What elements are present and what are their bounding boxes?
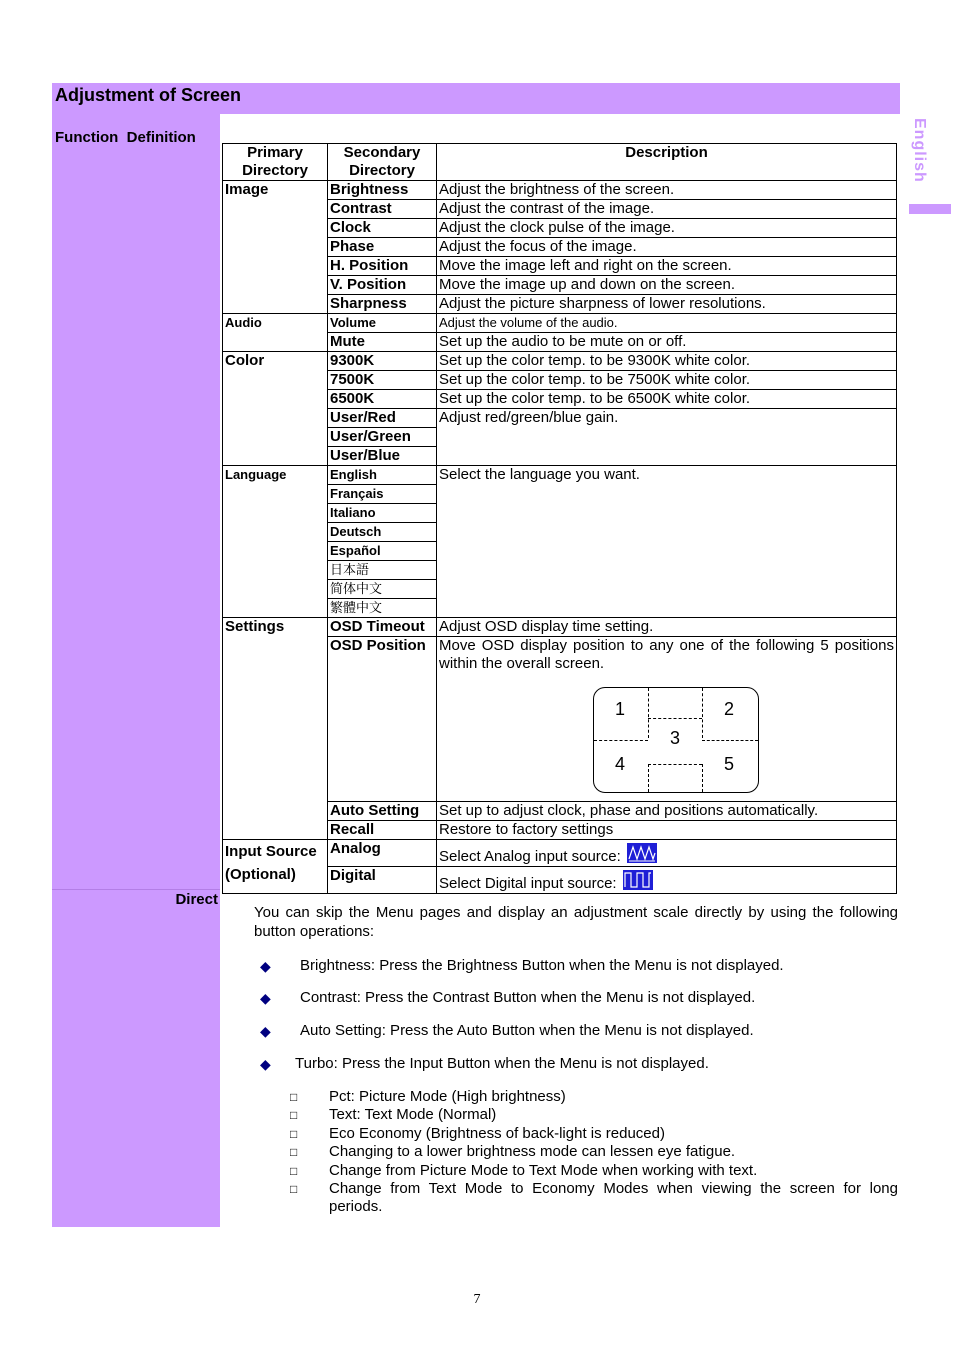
secondary-header: Secondary Directory	[328, 144, 437, 181]
table-header-row	[223, 144, 897, 181]
position-5-label: 5	[724, 754, 735, 774]
divider-line	[702, 740, 758, 741]
description-cell: Move the image up and down on the screen.	[437, 276, 897, 295]
divider-line	[702, 688, 703, 738]
function-definition-label: Function Definition	[55, 129, 196, 146]
sub-item-text: Change from Picture Mode to Text Mode when working with text.	[329, 1162, 758, 1179]
primary-audio: Audio	[223, 314, 328, 352]
secondary-cell: 9300K	[328, 352, 437, 371]
description-cell: Adjust the brightness of the screen.	[437, 181, 897, 200]
checkbox-square-icon: □	[290, 1127, 298, 1141]
table-row	[223, 466, 897, 485]
direct-intro	[254, 903, 898, 941]
description-text: Move OSD display position to any one of the following 5 positions within the overall screen.	[439, 637, 894, 672]
diamond-bullet-icon: ◆	[260, 990, 271, 1006]
description-cell	[437, 840, 897, 867]
description-header: Description	[437, 144, 897, 181]
diamond-bullet-icon: ◆	[260, 958, 271, 974]
diamond-bullet-icon: ◆	[260, 1023, 271, 1039]
section-header	[52, 83, 900, 114]
divider-line	[702, 764, 703, 792]
function-table	[222, 143, 897, 894]
divider-line	[648, 764, 649, 792]
sidebar-column	[52, 114, 220, 1227]
secondary-cell: H. Position	[328, 257, 437, 276]
secondary-cell: V. Position	[328, 276, 437, 295]
language-item: 日本語	[328, 561, 437, 580]
table-row	[223, 352, 897, 371]
bullet-text: Turbo: Press the Input Button when the Menu is not displayed.	[295, 1055, 709, 1072]
secondary-cell: Analog	[328, 840, 437, 867]
sub-item-text: Change from Text Mode to Economy Modes when viewing the screen for long periods.	[329, 1180, 898, 1215]
divider-line	[648, 718, 702, 719]
secondary-cell: Sharpness	[328, 295, 437, 314]
osd-position-cell	[437, 637, 897, 802]
position-4-label: 4	[615, 754, 626, 774]
secondary-cell: Contrast	[328, 200, 437, 219]
description-cell	[437, 867, 897, 894]
analog-description: Select Analog input source:	[439, 848, 621, 865]
secondary-cell: Auto Setting	[328, 802, 437, 821]
language-item: Deutsch	[328, 523, 437, 542]
position-2-label: 2	[724, 699, 735, 719]
analog-source-icon	[627, 843, 657, 863]
language-item: English	[328, 466, 437, 485]
language-item: Italiano	[328, 504, 437, 523]
bullet-text: Contrast: Press the Contrast Button when the Menu is not displayed.	[300, 989, 756, 1006]
digital-description: Select Digital input source:	[439, 875, 617, 892]
page-number: 7	[473, 1292, 481, 1307]
description-cell: Set up the audio to be mute on or off.	[437, 333, 897, 352]
checkbox-square-icon: □	[290, 1090, 298, 1104]
checkbox-square-icon: □	[290, 1108, 298, 1122]
description-cell: Select the language you want.	[437, 466, 897, 618]
description-cell: Adjust the contrast of the image.	[437, 200, 897, 219]
primary-input-source-note: (Optional)	[225, 866, 296, 883]
secondary-cell: User/Blue	[328, 447, 437, 466]
table-row	[223, 840, 897, 867]
primary-image: Image	[223, 181, 328, 314]
bullet-text: Brightness: Press the Brightness Button when the Menu is not displayed.	[300, 957, 784, 974]
language-item: Español	[328, 542, 437, 561]
secondary-cell: 6500K	[328, 390, 437, 409]
position-3-label: 3	[670, 728, 681, 748]
primary-header: Primary Directory	[223, 144, 328, 181]
description-cell: Adjust the volume of the audio.	[437, 314, 897, 333]
checkbox-square-icon: □	[290, 1182, 298, 1196]
sub-item-text: Pct: Picture Mode (High brightness)	[329, 1088, 566, 1105]
secondary-cell: Recall	[328, 821, 437, 840]
description-cell: Set up to adjust clock, phase and positions automatically.	[437, 802, 897, 821]
sub-item-text: Eco Economy (Brightness of back-light is reduced)	[329, 1125, 665, 1142]
description-cell: Adjust the clock pulse of the image.	[437, 219, 897, 238]
language-item: 繁體中文	[328, 599, 437, 618]
secondary-cell: Clock	[328, 219, 437, 238]
secondary-cell: Phase	[328, 238, 437, 257]
description-cell: Adjust the picture sharpness of lower resolutions.	[437, 295, 897, 314]
secondary-cell: Mute	[328, 333, 437, 352]
diamond-bullet-icon: ◆	[260, 1056, 271, 1072]
secondary-cell: User/Red	[328, 409, 437, 428]
secondary-cell: Digital	[328, 867, 437, 894]
position-1-label: 1	[615, 699, 626, 719]
sidebar-divider	[52, 889, 220, 890]
secondary-cell: Brightness	[328, 181, 437, 200]
secondary-cell: OSD Position	[328, 637, 437, 802]
language-tab: English	[911, 118, 928, 183]
description-cell: Adjust red/green/blue gain.	[437, 409, 897, 466]
digital-source-icon	[623, 870, 653, 890]
divider-line	[594, 740, 648, 741]
primary-language: Language	[223, 466, 328, 618]
section-title: Adjustment of Screen	[55, 85, 242, 105]
divider-line	[648, 688, 649, 738]
bullet-text: Auto Setting: Press the Auto Button when the Menu is not displayed.	[300, 1022, 754, 1039]
primary-input-source-label: Input Source	[225, 843, 317, 860]
screen-outline	[593, 687, 759, 793]
primary-input-source	[223, 840, 328, 894]
language-item: 简体中文	[328, 580, 437, 599]
primary-color: Color	[223, 352, 328, 466]
direct-label: Direct	[175, 891, 218, 908]
language-tab-bar	[909, 204, 951, 214]
sub-item-text: Text: Text Mode (Normal)	[329, 1106, 497, 1123]
checkbox-square-icon: □	[290, 1164, 298, 1178]
description-cell: Set up the color temp. to be 6500K white color.	[437, 390, 897, 409]
secondary-cell: OSD Timeout	[328, 618, 437, 637]
language-item: Français	[328, 485, 437, 504]
sub-item-text: Changing to a lower brightness mode can lessen eye fatigue.	[329, 1143, 736, 1160]
description-cell: Set up the color temp. to be 9300K white color.	[437, 352, 897, 371]
primary-settings: Settings	[223, 618, 328, 840]
description-cell: Adjust the focus of the image.	[437, 238, 897, 257]
divider-line	[648, 764, 702, 765]
table-row	[223, 314, 897, 333]
description-cell: Adjust OSD display time setting.	[437, 618, 897, 637]
secondary-cell: User/Green	[328, 428, 437, 447]
description-cell: Move the image left and right on the screen.	[437, 257, 897, 276]
direct-intro-text: You can skip the Menu pages and display an adjustment scale directly by using the following button operations:	[254, 904, 898, 940]
secondary-cell: Volume	[328, 314, 437, 333]
description-cell: Set up the color temp. to be 7500K white color.	[437, 371, 897, 390]
description-cell: Restore to factory settings	[437, 821, 897, 840]
osd-position-diagram	[439, 673, 894, 801]
checkbox-square-icon: □	[290, 1145, 298, 1159]
table-row	[223, 618, 897, 637]
secondary-cell: 7500K	[328, 371, 437, 390]
table-row	[223, 181, 897, 200]
